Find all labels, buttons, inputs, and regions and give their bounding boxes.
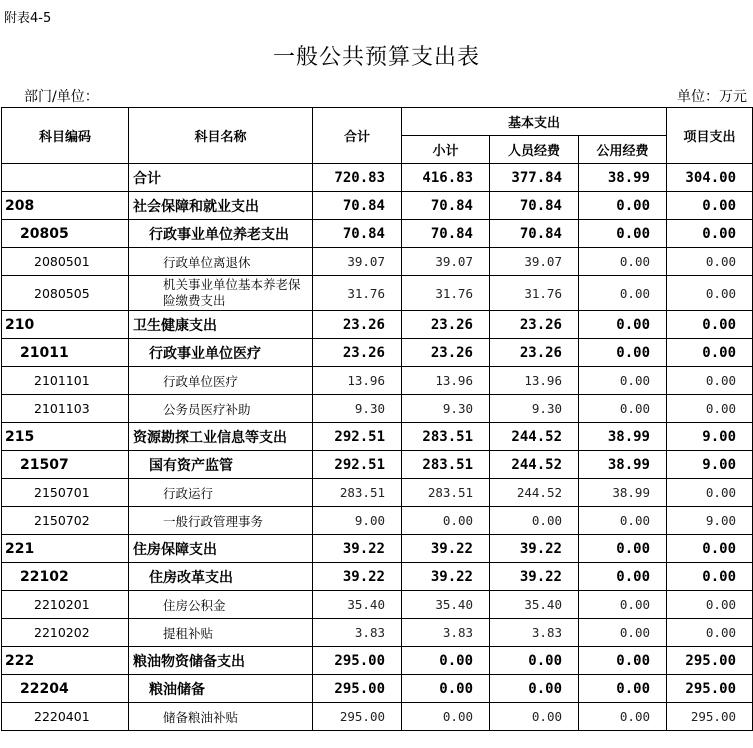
row-subtotal: 23.26 xyxy=(402,311,490,339)
table-row xyxy=(2,220,753,248)
row-name: 资源勘探工业信息等支出 xyxy=(129,423,313,451)
row-project: 295.00 xyxy=(667,675,753,703)
row-personnel: 0.00 xyxy=(490,507,579,535)
row-project: 0.00 xyxy=(667,619,753,647)
row-project: 0.00 xyxy=(667,192,753,220)
row-code: 22102 xyxy=(2,563,129,591)
header-row-1 xyxy=(2,108,753,136)
row-project: 304.00 xyxy=(667,164,753,192)
row-name: 合计 xyxy=(129,164,313,192)
row-personnel: 9.30 xyxy=(490,395,579,423)
row-subtotal: 0.00 xyxy=(402,675,490,703)
row-personnel: 13.96 xyxy=(490,367,579,395)
row-name: 行政单位医疗 xyxy=(129,367,313,395)
row-personnel: 70.84 xyxy=(490,220,579,248)
row-total: 70.84 xyxy=(313,192,402,220)
table-row xyxy=(2,248,753,276)
row-personnel: 23.26 xyxy=(490,311,579,339)
row-total: 9.30 xyxy=(313,395,402,423)
row-project: 0.00 xyxy=(667,220,753,248)
row-project: 0.00 xyxy=(667,395,753,423)
row-subtotal: 23.26 xyxy=(402,339,490,367)
row-personnel: 70.84 xyxy=(490,192,579,220)
table-row xyxy=(2,703,753,731)
table-body xyxy=(2,164,753,731)
table-row xyxy=(2,451,753,479)
table-row xyxy=(2,395,753,423)
row-code: 208 xyxy=(2,192,129,220)
table-row xyxy=(2,591,753,619)
row-public: 0.00 xyxy=(579,339,667,367)
row-name: 住房改革支出 xyxy=(129,563,313,591)
row-subtotal: 0.00 xyxy=(402,703,490,731)
table-row xyxy=(2,507,753,535)
row-public: 38.99 xyxy=(579,479,667,507)
row-personnel: 39.07 xyxy=(490,248,579,276)
table-row xyxy=(2,339,753,367)
row-subtotal: 35.40 xyxy=(402,591,490,619)
row-personnel: 35.40 xyxy=(490,591,579,619)
row-project: 0.00 xyxy=(667,248,753,276)
row-name: 公务员医疗补助 xyxy=(129,395,313,423)
row-public: 0.00 xyxy=(579,535,667,563)
row-name: 机关事业单位基本养老保险缴费支出 xyxy=(129,276,313,311)
row-code xyxy=(2,164,129,192)
row-subtotal: 283.51 xyxy=(402,479,490,507)
row-project: 0.00 xyxy=(667,367,753,395)
header-basic: 基本支出 xyxy=(402,108,667,136)
row-code: 2210201 xyxy=(2,591,129,619)
table-row xyxy=(2,311,753,339)
row-subtotal: 39.22 xyxy=(402,535,490,563)
row-subtotal: 39.07 xyxy=(402,248,490,276)
row-code: 2101101 xyxy=(2,367,129,395)
table-row xyxy=(2,619,753,647)
row-public: 0.00 xyxy=(579,647,667,675)
row-project: 0.00 xyxy=(667,535,753,563)
row-total: 295.00 xyxy=(313,703,402,731)
table-row xyxy=(2,479,753,507)
row-project: 9.00 xyxy=(667,423,753,451)
row-public: 0.00 xyxy=(579,703,667,731)
row-code: 2150702 xyxy=(2,507,129,535)
row-total: 39.22 xyxy=(313,535,402,563)
row-public: 0.00 xyxy=(579,395,667,423)
row-code: 2150701 xyxy=(2,479,129,507)
row-name: 行政单位离退休 xyxy=(129,248,313,276)
row-personnel: 0.00 xyxy=(490,675,579,703)
header-name: 科目名称 xyxy=(129,108,313,164)
row-personnel: 39.22 xyxy=(490,535,579,563)
row-project: 0.00 xyxy=(667,563,753,591)
row-project: 0.00 xyxy=(667,339,753,367)
row-total: 292.51 xyxy=(313,423,402,451)
table-row xyxy=(2,647,753,675)
row-name: 社会保障和就业支出 xyxy=(129,192,313,220)
table-row xyxy=(2,563,753,591)
budget-table xyxy=(1,107,753,731)
row-public: 0.00 xyxy=(579,220,667,248)
row-project: 0.00 xyxy=(667,479,753,507)
header-project: 项目支出 xyxy=(667,108,753,164)
row-public: 38.99 xyxy=(579,451,667,479)
table-row xyxy=(2,535,753,563)
table-row xyxy=(2,423,753,451)
row-name: 提租补贴 xyxy=(129,619,313,647)
row-name: 卫生健康支出 xyxy=(129,311,313,339)
row-personnel: 244.52 xyxy=(490,479,579,507)
row-total: 283.51 xyxy=(313,479,402,507)
row-project: 9.00 xyxy=(667,507,753,535)
row-code: 221 xyxy=(2,535,129,563)
row-code: 2080505 xyxy=(2,276,129,311)
row-public: 0.00 xyxy=(579,276,667,311)
row-subtotal: 70.84 xyxy=(402,220,490,248)
row-code: 2080501 xyxy=(2,248,129,276)
table-row xyxy=(2,192,753,220)
row-total: 13.96 xyxy=(313,367,402,395)
row-public: 0.00 xyxy=(579,507,667,535)
row-code: 215 xyxy=(2,423,129,451)
row-personnel: 377.84 xyxy=(490,164,579,192)
row-code: 2210202 xyxy=(2,619,129,647)
row-total: 23.26 xyxy=(313,339,402,367)
row-name: 国有资产监管 xyxy=(129,451,313,479)
row-personnel: 23.26 xyxy=(490,339,579,367)
row-code: 2101103 xyxy=(2,395,129,423)
row-subtotal: 39.22 xyxy=(402,563,490,591)
row-total: 39.22 xyxy=(313,563,402,591)
row-public: 0.00 xyxy=(579,311,667,339)
row-public: 0.00 xyxy=(579,591,667,619)
row-total: 3.83 xyxy=(313,619,402,647)
department-label: 部门/单位： xyxy=(24,89,99,105)
row-code: 22204 xyxy=(2,675,129,703)
row-total: 39.07 xyxy=(313,248,402,276)
row-total: 31.76 xyxy=(313,276,402,311)
row-personnel: 0.00 xyxy=(490,703,579,731)
row-public: 0.00 xyxy=(579,675,667,703)
row-name: 粮油储备 xyxy=(129,675,313,703)
table-row xyxy=(2,675,753,703)
row-personnel: 3.83 xyxy=(490,619,579,647)
row-subtotal: 416.83 xyxy=(402,164,490,192)
row-public: 0.00 xyxy=(579,192,667,220)
row-code: 21507 xyxy=(2,451,129,479)
row-project: 0.00 xyxy=(667,591,753,619)
row-total: 295.00 xyxy=(313,647,402,675)
row-code: 210 xyxy=(2,311,129,339)
row-public: 38.99 xyxy=(579,164,667,192)
row-total: 720.83 xyxy=(313,164,402,192)
row-code: 2220401 xyxy=(2,703,129,731)
header-personnel: 人员经费 xyxy=(490,136,579,164)
row-subtotal: 70.84 xyxy=(402,192,490,220)
row-total: 292.51 xyxy=(313,451,402,479)
row-name: 行政事业单位医疗 xyxy=(129,339,313,367)
header-code: 科目编码 xyxy=(2,108,129,164)
row-code: 222 xyxy=(2,647,129,675)
row-total: 9.00 xyxy=(313,507,402,535)
row-project: 295.00 xyxy=(667,647,753,675)
row-name: 住房公积金 xyxy=(129,591,313,619)
row-total: 23.26 xyxy=(313,311,402,339)
row-code: 21011 xyxy=(2,339,129,367)
row-subtotal: 283.51 xyxy=(402,423,490,451)
row-subtotal: 9.30 xyxy=(402,395,490,423)
header-subtotal: 小计 xyxy=(402,136,490,164)
table-row xyxy=(2,164,753,192)
row-subtotal: 283.51 xyxy=(402,451,490,479)
header-total: 合计 xyxy=(313,108,402,164)
row-project: 295.00 xyxy=(667,703,753,731)
row-project: 9.00 xyxy=(667,451,753,479)
row-code: 20805 xyxy=(2,220,129,248)
row-subtotal: 31.76 xyxy=(402,276,490,311)
row-name: 行政运行 xyxy=(129,479,313,507)
row-public: 0.00 xyxy=(579,367,667,395)
row-name: 行政事业单位养老支出 xyxy=(129,220,313,248)
row-name: 储备粮油补贴 xyxy=(129,703,313,731)
row-personnel: 244.52 xyxy=(490,451,579,479)
header-public: 公用经费 xyxy=(579,136,667,164)
row-public: 38.99 xyxy=(579,423,667,451)
row-subtotal: 3.83 xyxy=(402,619,490,647)
unit-label: 单位：万元 xyxy=(677,89,747,105)
row-subtotal: 0.00 xyxy=(402,647,490,675)
page-title: 一般公共预算支出表 xyxy=(272,45,480,70)
row-subtotal: 0.00 xyxy=(402,507,490,535)
row-public: 0.00 xyxy=(579,248,667,276)
table-row xyxy=(2,276,753,311)
row-personnel: 0.00 xyxy=(490,647,579,675)
row-subtotal: 13.96 xyxy=(402,367,490,395)
table-row xyxy=(2,367,753,395)
attachment-label: 附表4-5 xyxy=(4,11,52,26)
row-personnel: 39.22 xyxy=(490,563,579,591)
row-total: 70.84 xyxy=(313,220,402,248)
row-name: 一般行政管理事务 xyxy=(129,507,313,535)
row-project: 0.00 xyxy=(667,276,753,311)
row-personnel: 31.76 xyxy=(490,276,579,311)
row-name: 住房保障支出 xyxy=(129,535,313,563)
row-total: 295.00 xyxy=(313,675,402,703)
row-personnel: 244.52 xyxy=(490,423,579,451)
row-name: 粮油物资储备支出 xyxy=(129,647,313,675)
row-public: 0.00 xyxy=(579,563,667,591)
row-public: 0.00 xyxy=(579,619,667,647)
row-total: 35.40 xyxy=(313,591,402,619)
row-project: 0.00 xyxy=(667,311,753,339)
